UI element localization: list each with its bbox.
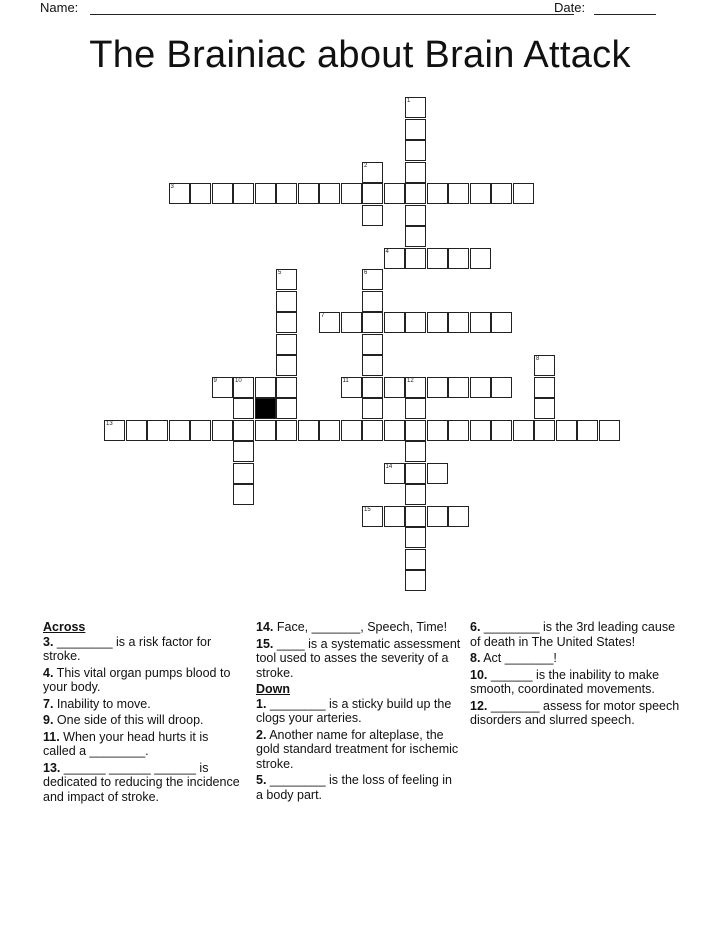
crossword-cell[interactable]: [169, 183, 190, 204]
clue-item: [470, 651, 680, 666]
crossword-cell[interactable]: [233, 183, 254, 204]
cell-number: 2: [364, 162, 368, 169]
crossword-cell[interactable]: [534, 420, 555, 441]
cell-number: 3: [170, 184, 174, 190]
crossword-cell[interactable]: [233, 420, 254, 441]
clue-text: Act _______!: [480, 651, 557, 665]
crossword-cell[interactable]: [255, 183, 276, 204]
clue-item: [43, 666, 243, 695]
crossword-cell[interactable]: [362, 420, 383, 441]
date-label: Date:: [554, 0, 586, 15]
crossword-cell[interactable]: [384, 248, 405, 269]
crossword-cell[interactable]: [577, 420, 598, 441]
clue-section-heading: Across: [43, 620, 86, 634]
crossword-cell[interactable]: [513, 183, 534, 204]
clue-number: 4.: [43, 665, 54, 680]
crossword-cell[interactable]: [276, 334, 297, 355]
clue-section-heading: Down: [256, 682, 291, 696]
crossword-cell[interactable]: [319, 420, 340, 441]
crossword-cell[interactable]: [233, 398, 254, 419]
crossword-cell[interactable]: [405, 527, 426, 548]
clue-item: [470, 620, 680, 649]
crossword-cell[interactable]: [319, 183, 340, 204]
clue-number: 15.: [256, 636, 274, 651]
cell-number: 15: [364, 506, 371, 513]
crossword-cell[interactable]: [362, 183, 383, 204]
crossword-cell[interactable]: [233, 441, 254, 462]
crossword-cell[interactable]: [405, 205, 426, 226]
crossword-cell[interactable]: [104, 420, 125, 441]
crossword-cell[interactable]: [491, 377, 512, 398]
cell-number: 9: [213, 377, 217, 384]
crossword-cell[interactable]: [384, 506, 405, 527]
clue-text: ________ is a risk factor for stroke.: [43, 634, 212, 663]
crossword-cell[interactable]: [233, 484, 254, 505]
crossword-cell[interactable]: [448, 248, 469, 269]
crossword-cell[interactable]: [534, 355, 555, 376]
crossword-cell[interactable]: [276, 420, 297, 441]
crossword-cell[interactable]: [448, 183, 469, 204]
crossword-cell[interactable]: [212, 420, 233, 441]
clue-item: [470, 699, 680, 728]
crossword-cell[interactable]: [384, 377, 405, 398]
crossword-cell[interactable]: [448, 506, 469, 527]
clue-item: [43, 713, 243, 728]
crossword-cell[interactable]: [427, 377, 448, 398]
crossword-cell[interactable]: [427, 248, 448, 269]
crossword-cell[interactable]: [427, 420, 448, 441]
clue-number: 9.: [43, 713, 54, 727]
clue-number: 14.: [256, 620, 274, 634]
cell-number: 8: [536, 356, 540, 362]
cell-number: 6: [364, 270, 368, 276]
crossword-cell[interactable]: [405, 506, 426, 527]
crossword-cell[interactable]: [405, 463, 426, 484]
clue-number: 10.: [470, 667, 488, 682]
clue-item: [43, 761, 243, 805]
crossword-cell[interactable]: [276, 183, 297, 204]
name-label: Name:: [40, 0, 79, 15]
crossword-cell[interactable]: [362, 334, 383, 355]
crossword-cell[interactable]: [448, 420, 469, 441]
clue-text: ________ is a sticky build up the clogs your arteries.: [256, 696, 452, 725]
crossword-cell[interactable]: [534, 398, 555, 419]
crossword-cell[interactable]: [534, 377, 555, 398]
clue-item: [256, 697, 462, 726]
crossword-cell[interactable]: [405, 140, 426, 161]
crossword-cell[interactable]: [169, 420, 190, 441]
crossword-cell[interactable]: [556, 420, 577, 441]
crossword-cell[interactable]: [298, 183, 319, 204]
crossword-cell[interactable]: [276, 355, 297, 376]
crossword-cell[interactable]: [190, 420, 211, 441]
crossword-cell[interactable]: [190, 183, 211, 204]
cell-number: 5: [278, 270, 282, 276]
crossword-cell[interactable]: [384, 463, 405, 484]
crossword-cell[interactable]: [341, 377, 362, 398]
clue-number: 8.: [470, 651, 481, 665]
clue-number: 6.: [470, 620, 481, 634]
crossword-cell[interactable]: [405, 248, 426, 269]
crossword-cell[interactable]: [405, 549, 426, 570]
crossword-cell[interactable]: [448, 312, 469, 333]
crossword-cell[interactable]: [276, 312, 297, 333]
clue-item: [256, 620, 462, 635]
clue-text: _______ assess for motor speech disorders and slurred speech.: [470, 698, 680, 727]
crossword-cell[interactable]: [470, 420, 491, 441]
crossword-cell[interactable]: [427, 183, 448, 204]
crossword-cell[interactable]: [384, 183, 405, 204]
crossword-cell[interactable]: [319, 312, 340, 333]
crossword-cell[interactable]: [341, 312, 362, 333]
cell-number: 12: [407, 377, 414, 384]
crossword-cell[interactable]: [362, 312, 383, 333]
crossword-cell[interactable]: [276, 291, 297, 312]
clue-text: ________ is the loss of feeling in a body part.: [256, 773, 452, 802]
crossword-cell[interactable]: [255, 377, 276, 398]
clue-text: ____ is a systematic assessment tool used to asses the severity of a stroke.: [256, 636, 461, 680]
crossword-cell[interactable]: [233, 377, 254, 398]
crossword-cell[interactable]: [362, 205, 383, 226]
crossword-cell[interactable]: [405, 226, 426, 247]
crossword-cell[interactable]: [212, 183, 233, 204]
crossword-cell[interactable]: [362, 377, 383, 398]
crossword-cell[interactable]: [341, 183, 362, 204]
clue-column-3: [470, 620, 680, 730]
crossword-cell[interactable]: [212, 377, 233, 398]
clue-number: 5.: [256, 773, 267, 787]
clue-number: 13.: [43, 760, 61, 775]
crossword-cell[interactable]: [384, 312, 405, 333]
crossword-cell[interactable]: [405, 377, 426, 398]
clue-text: One side of this will droop.: [53, 713, 204, 727]
crossword-cell[interactable]: [427, 312, 448, 333]
clue-number: 1.: [256, 696, 267, 711]
crossword-cell[interactable]: [233, 463, 254, 484]
clue-item: [43, 635, 243, 664]
crossword-cell[interactable]: [362, 398, 383, 419]
clue-number: 11.: [43, 729, 60, 744]
crossword-cell[interactable]: [405, 570, 426, 591]
crossword-cell[interactable]: [405, 183, 426, 204]
cell-number: 13: [106, 420, 113, 427]
crossword-cell[interactable]: [405, 97, 426, 118]
clue-number: 2.: [256, 727, 267, 742]
page-title: The Brainiac about Brain Attack: [89, 34, 631, 76]
black-square: [255, 398, 276, 419]
crossword-cell[interactable]: [298, 420, 319, 441]
crossword-cell[interactable]: [405, 312, 426, 333]
crossword-cell[interactable]: [341, 420, 362, 441]
crossword-cell[interactable]: [448, 377, 469, 398]
crossword-cell[interactable]: [491, 183, 512, 204]
crossword-cell[interactable]: [362, 291, 383, 312]
crossword-cell[interactable]: [362, 355, 383, 376]
crossword-cell[interactable]: [470, 377, 491, 398]
cell-number: 11: [342, 377, 349, 384]
crossword-cell[interactable]: [276, 377, 297, 398]
crossword-cell[interactable]: [405, 420, 426, 441]
crossword-cell[interactable]: [427, 506, 448, 527]
clue-number: 3.: [43, 634, 54, 649]
clue-item: [256, 728, 462, 772]
crossword-cell[interactable]: [491, 420, 512, 441]
clue-number: 7.: [43, 696, 54, 711]
crossword-cell[interactable]: [470, 312, 491, 333]
cell-number: 7: [321, 313, 325, 319]
crossword-cell[interactable]: [470, 248, 491, 269]
crossword-cell[interactable]: [126, 420, 147, 441]
clue-number: 12.: [470, 698, 488, 713]
crossword-cell[interactable]: [362, 162, 383, 183]
crossword-cell[interactable]: [491, 312, 512, 333]
crossword-cell[interactable]: [255, 420, 276, 441]
crossword-cell[interactable]: [599, 420, 620, 441]
clue-text: ________ is the 3rd leading cause of death in The United States!: [470, 620, 676, 649]
cell-number: 10: [235, 377, 242, 384]
clue-column-1: [43, 620, 243, 806]
crossword-cell[interactable]: [147, 420, 168, 441]
clue-text: ______ is the inability to make smooth, coordinated movements.: [470, 667, 660, 696]
clue-item: [256, 773, 462, 802]
crossword-cell[interactable]: [405, 441, 426, 462]
crossword-cell[interactable]: [405, 398, 426, 419]
clue-text: Another name for alteplase, the gold standard treatment for ischemic stroke.: [256, 727, 459, 771]
cell-number: 4: [385, 248, 389, 255]
crossword-cell[interactable]: [513, 420, 534, 441]
cell-number: 14: [385, 463, 393, 470]
clue-item: [470, 668, 680, 697]
cell-number: 1: [407, 98, 411, 104]
crossword-cell[interactable]: [362, 269, 383, 290]
clue-item: [256, 637, 462, 681]
clue-text: Inability to move.: [53, 696, 151, 711]
crossword-cell[interactable]: [470, 183, 491, 204]
crossword-cell[interactable]: [405, 119, 426, 140]
crossword-cell[interactable]: [276, 398, 297, 419]
crossword-cell[interactable]: [384, 420, 405, 441]
clue-column-2: [256, 620, 462, 804]
clue-text: This vital organ pumps blood to your body.: [43, 665, 231, 694]
crossword-cell[interactable]: [427, 463, 448, 484]
clue-text: ______ ______ ______ is dedicated to reducing the incidence and impact of stroke.: [43, 760, 240, 804]
crossword-cell[interactable]: [362, 506, 383, 527]
clue-item: [43, 730, 243, 759]
crossword-cell[interactable]: [405, 162, 426, 183]
clue-text: Face, _______, Speech, Time!: [273, 620, 448, 634]
clue-text: When your head hurts it is called a ________.: [43, 729, 209, 758]
crossword-cell[interactable]: [276, 269, 297, 290]
crossword-cell[interactable]: [405, 484, 426, 505]
clue-item: [43, 697, 243, 712]
